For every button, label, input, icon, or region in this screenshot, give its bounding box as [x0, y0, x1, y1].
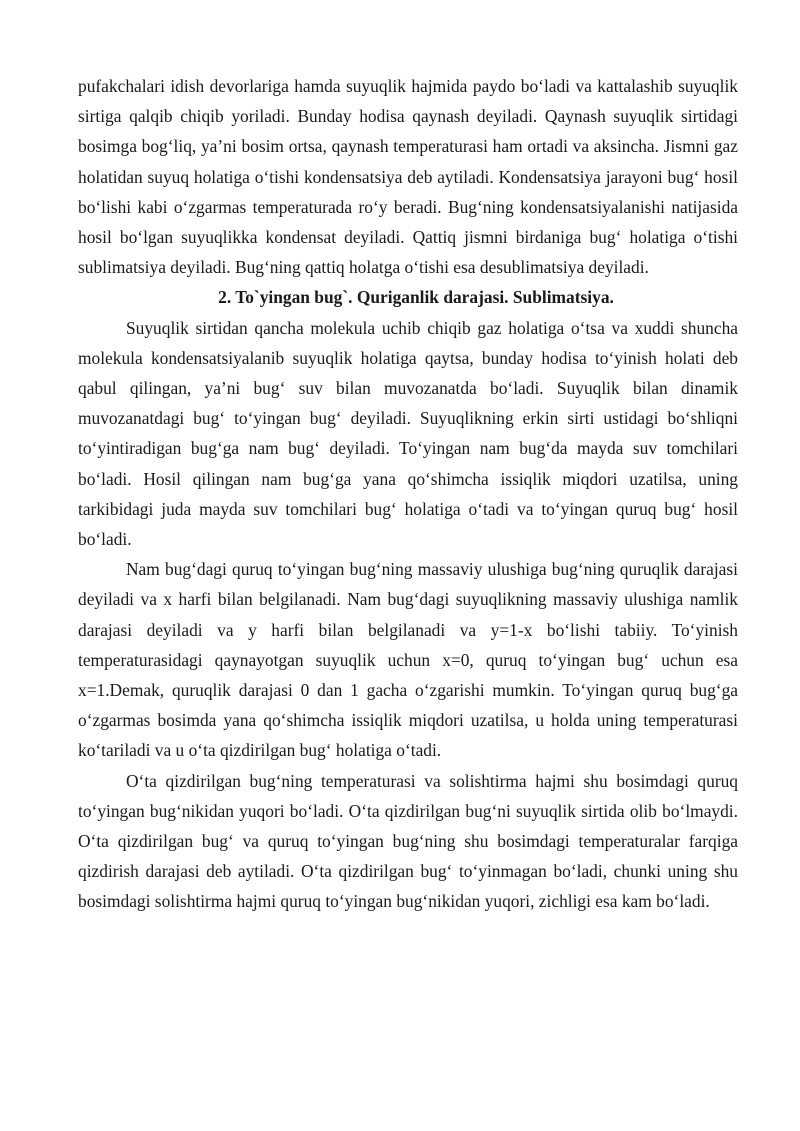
paragraph-boiling-condensation: pufakchalari idish devorlariga hamda suyuqlik hajmida paydo bo‘ladi va kattalashib suyuqlik sirtiga qalqib chiqib yoriladi. Bunday hodisa qaynash deyiladi. Qaynash suyuqlik sirtidagi bosimga bog‘liq, ya’ni bosim ortsa, qaynash temperaturasi ham ortadi va aksincha. Jismni gaz holatidan suyuq holatiga o‘tishi kondensatsiya deb aytiladi. Kondensatsiya jarayoni bug‘ hosil bo‘lishi kabi o‘zgarmas temperaturada ro‘y beradi. Bug‘ning kondensatsiyalanishi natijasida hosil bo‘lgan suyuqlikka kondensat deyiladi. Qattiq jismni birdaniga bug‘ holatiga o‘tishi sublimatsiya deyiladi. Bug‘ning qattiq holatga o‘tishi esa desublimatsiya deyiladi.	[78, 76, 738, 278]
section-heading: 2. To`yingan bug`. Quriganlik darajasi. Sublimatsiya.	[218, 287, 614, 308]
document-body	[78, 71, 738, 917]
paragraph-dryness-fraction: Nam bug‘dagi quruq to‘yingan bug‘ning massaviy ulushiga bug‘ning quruqlik darajasi deyiladi va x harfi bilan belgilanadi. Nam bug‘dagi suyuqlikning massaviy ulushiga namlik darajasi deyiladi va y harfi bilan belgilanadi va y=1-x bo‘lishi tabiiy. To‘yinish temperaturasidagi qaynayotgan suyuqlik uchun x=0, quruq to‘yingan bug‘ uchun esa x=1.Demak, quruqlik darajasi 0 dan 1 gacha o‘zgarishi mumkin. To‘yingan quruq bug‘ga o‘zgarmas bosimda yana qo‘shimcha issiqlik miqdori uzatilsa, u holda uning temperaturasi ko‘tariladi va u o‘ta qizdirilgan bug‘ holatiga o‘tadi.	[78, 559, 738, 761]
paragraph-superheated-steam: O‘ta qizdirilgan bug‘ning temperaturasi va solishtirma hajmi shu bosimdagi quruq to‘yingan bug‘nikidan yuqori bo‘ladi. O‘ta qizdirilgan bug‘ni suyuqlik sirtida olib bo‘lmaydi. O‘ta qizdirilgan bug‘ va quruq to‘yingan bug‘ning shu bosimdagi temperaturalar farqiga qizdirish darajasi deb aytiladi. O‘ta qizdirilgan bug‘ to‘yinmagan bo‘ladi, chunki uning shu bosimdagi solishtirma hajmi quruq to‘yingan bug‘nikidan yuqori, zichligi esa kam bo‘ladi.	[78, 770, 738, 912]
paragraph-saturation: Suyuqlik sirtidan qancha molekula uchib chiqib gaz holatiga o‘tsa va xuddi shuncha molekula kondensatsiyalanib suyuqlik holatiga qaytsa, bunday hodisa to‘yinish holati deb qabul qilingan, ya’ni bug‘ suv bilan muvozanatda bo‘ladi. Suyuqlik bilan dinamik muvozanatdagi bug‘ to‘yingan bug‘ deyiladi. Suyuqlikning erkin sirti ustidagi bo‘shliqni to‘yintiradigan bug‘ga nam bug‘ deyiladi. To‘yingan nam bug‘da mayda suv tomchilari bo‘ladi. Hosil qilingan nam bug‘ga yana qo‘shimcha issiqlik miqdori uzatilsa, uning tarkibidagi juda mayda suv tomchilari bug‘ holatiga o‘tadi va to‘yingan quruq bug‘ hosil bo‘ladi.	[78, 317, 738, 550]
